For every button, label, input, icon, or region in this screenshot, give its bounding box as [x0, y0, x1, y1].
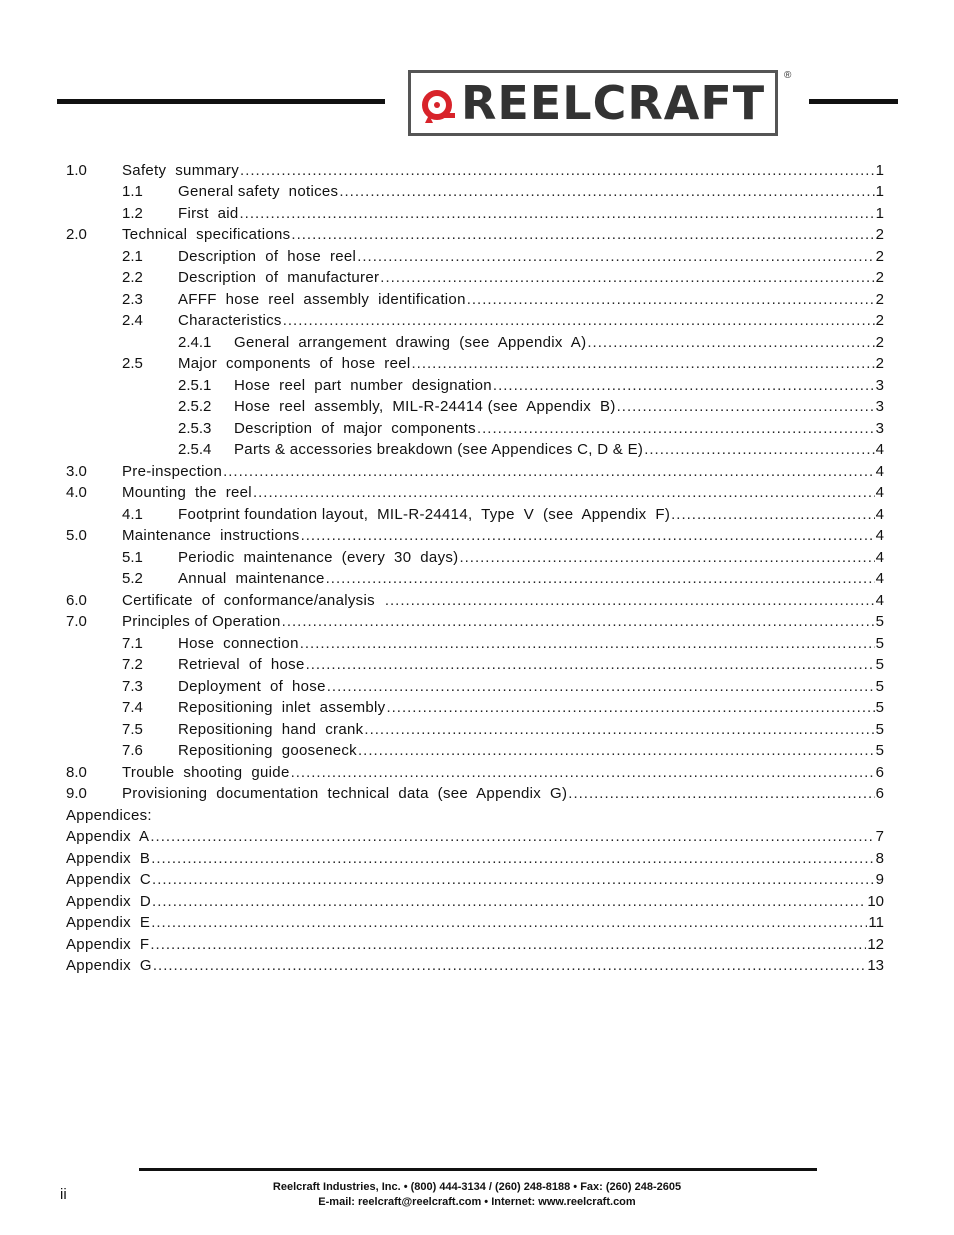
toc-page: 4	[875, 505, 884, 523]
toc-leader-dots	[357, 249, 874, 265]
toc-leader-dots	[152, 894, 866, 910]
toc-title: Periodic maintenance (every 30 days)	[178, 548, 459, 566]
toc-page: 5	[875, 720, 884, 738]
toc-title: Footprint foundation layout, MIL-R-24414, Type V (see Appendix F)	[178, 505, 671, 523]
toc-title: Appendix D	[66, 892, 152, 910]
toc-number: 2.5.4	[178, 441, 212, 458]
toc-leader-dots	[301, 528, 875, 544]
toc-page: 4	[875, 570, 884, 587]
toc-page: 2	[875, 355, 884, 372]
toc-number: 7.3	[122, 677, 143, 695]
toc-leader-dots	[282, 614, 875, 630]
toc-title: Appendix A	[66, 828, 150, 845]
toc-number: 5.0	[66, 527, 87, 544]
toc-row	[66, 351, 884, 373]
toc-number: 4.1	[122, 505, 143, 523]
toc-number: 1.1	[122, 183, 143, 200]
toc-title: Appendix E	[66, 914, 151, 931]
toc-title: Parts & accessories breakdown (see Appendices C, D & E)	[234, 441, 644, 458]
toc-page: 7	[875, 828, 884, 845]
toc-title: Appendix B	[66, 849, 151, 867]
toc-page: 8	[875, 849, 884, 867]
toc-page: 4	[875, 591, 884, 609]
table-of-contents	[66, 157, 884, 974]
toc-row	[66, 652, 884, 674]
toc-row	[66, 910, 884, 932]
registered-mark: ®	[784, 70, 792, 81]
toc-leader-dots	[617, 399, 875, 415]
toc-leader-dots	[152, 872, 875, 888]
toc-page: 1	[875, 204, 884, 222]
toc-leader-dots	[386, 700, 874, 716]
toc-leader-dots	[291, 765, 875, 781]
toc-row	[66, 931, 884, 953]
toc-row	[66, 308, 884, 330]
toc-title: Pre-inspection	[122, 462, 223, 480]
toc-row	[66, 716, 884, 738]
toc-leader-dots	[151, 915, 867, 931]
toc-row	[66, 695, 884, 717]
toc-page: 5	[875, 699, 884, 716]
toc-page: 3	[875, 419, 884, 437]
footer-rule	[139, 1168, 817, 1171]
toc-page: 1	[875, 183, 884, 200]
toc-page: 6	[875, 763, 884, 781]
toc-title: Repositioning hand crank	[178, 720, 364, 738]
toc-row	[66, 501, 884, 523]
footer-contact	[200, 1180, 754, 1210]
toc-leader-dots	[326, 571, 875, 587]
toc-page: 2	[875, 247, 884, 265]
toc-number: 7.0	[66, 613, 87, 630]
toc-title: Trouble shooting guide	[122, 763, 290, 781]
header-rule-left	[57, 99, 385, 104]
toc-page: 4	[875, 441, 884, 458]
toc-page: 12	[867, 935, 884, 953]
page-number: ii	[60, 1186, 67, 1203]
toc-leader-dots	[358, 743, 875, 759]
toc-page: 1	[875, 161, 884, 179]
toc-row	[66, 587, 884, 609]
toc-title: Hose reel part number designation	[234, 376, 492, 394]
toc-leader-dots	[223, 464, 875, 480]
toc-title: Description of manufacturer	[178, 269, 380, 286]
toc-leader-dots	[291, 227, 874, 243]
toc-row	[66, 415, 884, 437]
toc-title: First aid	[178, 204, 239, 222]
toc-number: 2.5.3	[178, 419, 212, 437]
toc-title: Appendices:	[66, 806, 152, 824]
toc-row	[66, 157, 884, 179]
toc-number: 7.1	[122, 634, 143, 652]
toc-number: 2.4.1	[178, 333, 212, 351]
toc-number: 5.2	[122, 570, 143, 587]
toc-number: 3.0	[66, 462, 87, 480]
toc-leader-dots	[339, 184, 874, 200]
toc-page: 2	[875, 312, 884, 329]
toc-leader-dots	[493, 378, 875, 394]
toc-number: 1.2	[122, 204, 143, 222]
toc-title: General safety notices	[178, 183, 339, 200]
toc-leader-dots	[644, 442, 874, 458]
toc-page: 2	[875, 269, 884, 286]
toc-page: 6	[875, 785, 884, 802]
toc-row	[66, 781, 884, 803]
toc-page: 2	[875, 226, 884, 243]
toc-page: 10	[867, 892, 884, 910]
toc-number: 8.0	[66, 763, 87, 781]
toc-title: Hose reel assembly, MIL-R-24414 (see Appendix B)	[234, 398, 616, 415]
toc-title: Mounting the reel	[122, 484, 252, 501]
toc-page: 5	[875, 677, 884, 695]
toc-title: Repositioning inlet assembly	[178, 699, 386, 716]
toc-page: 5	[875, 742, 884, 759]
toc-title: Maintenance instructions	[122, 527, 300, 544]
toc-title: Provisioning documentation technical data (see Appendix G)	[122, 785, 568, 802]
toc-page: 4	[875, 527, 884, 544]
toc-number: 7.2	[122, 656, 143, 673]
toc-leader-dots	[253, 485, 875, 501]
toc-page: 5	[875, 634, 884, 652]
toc-row	[66, 673, 884, 695]
toc-row	[66, 265, 884, 287]
toc-page: 4	[875, 484, 884, 501]
toc-leader-dots	[150, 937, 866, 953]
toc-page: 3	[875, 398, 884, 415]
header-rule-right	[809, 99, 898, 104]
toc-title: Principles of Operation	[122, 613, 281, 630]
toc-row	[66, 200, 884, 222]
toc-title: Major components of hose reel	[178, 355, 411, 372]
toc-row	[66, 329, 884, 351]
toc-row	[66, 372, 884, 394]
toc-page: 9	[875, 871, 884, 888]
toc-row	[66, 824, 884, 846]
toc-number: 7.6	[122, 742, 143, 759]
footer-line-phone: Reelcraft Industries, Inc. • (800) 444-3134 / (260) 248-8188 • Fax: (260) 248-2605	[272, 1181, 682, 1193]
toc-number: 2.3	[122, 290, 143, 308]
toc-leader-dots	[459, 550, 874, 566]
toc-title: Certificate of conformance/analysis	[122, 591, 384, 609]
toc-title: Hose connection	[178, 634, 299, 652]
toc-row	[66, 630, 884, 652]
reel-icon	[421, 89, 457, 125]
toc-page: 13	[867, 957, 884, 974]
toc-leader-dots	[240, 163, 875, 179]
toc-row	[66, 286, 884, 308]
toc-page: 5	[875, 656, 884, 673]
toc-page: 4	[875, 462, 884, 480]
toc-row	[66, 845, 884, 867]
toc-leader-dots	[364, 722, 874, 738]
toc-number: 2.4	[122, 312, 143, 329]
toc-number: 2.5	[122, 355, 143, 372]
toc-row	[66, 458, 884, 480]
toc-row	[66, 243, 884, 265]
toc-row	[66, 437, 884, 459]
toc-leader-dots	[306, 657, 875, 673]
toc-title: Repositioning gooseneck	[178, 742, 357, 759]
toc-title: Technical specifications	[122, 226, 291, 243]
toc-row	[66, 802, 884, 824]
toc-title: Annual maintenance	[178, 570, 325, 587]
toc-row	[66, 394, 884, 416]
toc-title: General arrangement drawing (see Appendix A)	[234, 333, 587, 351]
toc-leader-dots	[283, 313, 875, 329]
toc-title: Appendix G	[66, 957, 152, 974]
toc-row	[66, 480, 884, 502]
toc-leader-dots	[380, 270, 874, 286]
footer-line-web: E-mail: reelcraft@reelcraft.com • Internet: www.reelcraft.com	[318, 1196, 636, 1208]
toc-row	[66, 759, 884, 781]
toc-leader-dots	[153, 958, 866, 974]
toc-number: 9.0	[66, 785, 87, 802]
toc-number: 2.1	[122, 247, 143, 265]
toc-number: 2.5.2	[178, 398, 212, 415]
toc-title: Description of major components	[234, 419, 476, 437]
toc-number: 7.5	[122, 720, 143, 738]
reelcraft-logo	[408, 70, 778, 136]
toc-row	[66, 738, 884, 760]
toc-row	[66, 566, 884, 588]
toc-leader-dots	[477, 421, 875, 437]
toc-row	[66, 179, 884, 201]
toc-title: Characteristics	[178, 312, 282, 329]
toc-number: 2.2	[122, 269, 143, 286]
toc-title: Retrieval of hose	[178, 656, 305, 673]
toc-page: 5	[875, 613, 884, 630]
toc-row	[66, 609, 884, 631]
toc-number: 5.1	[122, 548, 143, 566]
toc-page: 3	[875, 376, 884, 394]
toc-page: 11	[868, 914, 884, 931]
toc-number: 4.0	[66, 484, 87, 501]
brand-name: REELCRAFT	[461, 76, 766, 130]
toc-row	[66, 953, 884, 975]
toc-page: 2	[875, 290, 884, 308]
toc-leader-dots	[300, 636, 875, 652]
toc-leader-dots	[385, 593, 875, 609]
toc-leader-dots	[327, 679, 875, 695]
toc-page: 4	[875, 548, 884, 566]
toc-page: 2	[875, 333, 884, 351]
toc-title: Description of hose reel	[178, 247, 357, 265]
toc-title: Deployment of hose	[178, 677, 326, 695]
toc-leader-dots	[150, 829, 874, 845]
toc-row	[66, 544, 884, 566]
toc-title: Safety summary	[122, 161, 240, 179]
toc-leader-dots	[671, 507, 875, 523]
toc-leader-dots	[467, 292, 875, 308]
toc-row	[66, 867, 884, 889]
toc-title: Appendix C	[66, 871, 152, 888]
toc-leader-dots	[412, 356, 875, 372]
toc-title: AFFF hose reel assembly identification	[178, 290, 466, 308]
toc-leader-dots	[587, 335, 874, 351]
toc-number: 2.0	[66, 226, 87, 243]
toc-number: 1.0	[66, 161, 87, 179]
toc-leader-dots	[151, 851, 874, 867]
toc-title: Appendix F	[66, 935, 150, 953]
toc-number: 7.4	[122, 699, 143, 716]
toc-leader-dots	[568, 786, 874, 802]
toc-row	[66, 222, 884, 244]
toc-leader-dots	[240, 206, 875, 222]
toc-row	[66, 523, 884, 545]
toc-number: 2.5.1	[178, 376, 212, 394]
toc-number: 6.0	[66, 591, 87, 609]
toc-row	[66, 888, 884, 910]
